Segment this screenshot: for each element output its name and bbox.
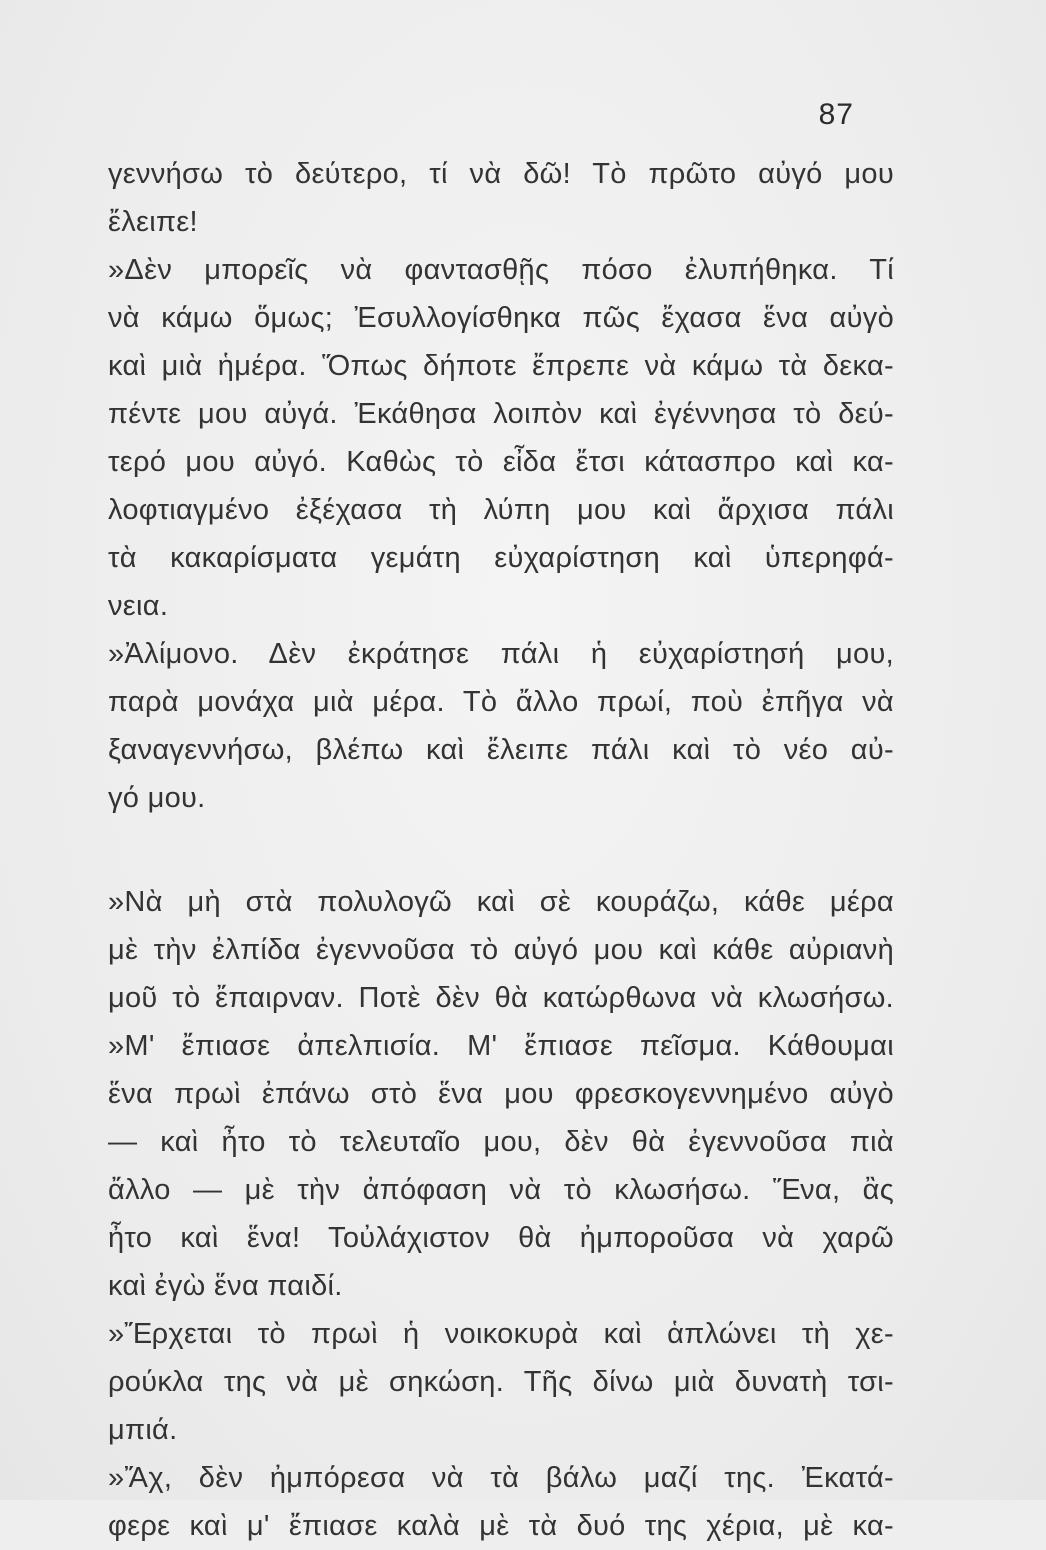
text-line: ἔλειπε! — [108, 206, 198, 238]
text-line: »Δὲν μπορεῖς νὰ φαντασθῇς πόσο ἐλυπήθηκα. Τί — [108, 254, 894, 286]
text-line: γό μου. — [108, 782, 206, 814]
text-line: — καὶ ἦτο τὸ τελευταῖο μου, δὲν θὰ ἐγεννοῦσα πιὰ — [108, 1126, 894, 1158]
text-line: »Νὰ μὴ στὰ πολυλογῶ καὶ σὲ κουράζω, κάθε μέρα — [108, 886, 894, 918]
text-body — [108, 150, 894, 1550]
page-number: 87 — [818, 98, 854, 131]
text-line: τὰ κακαρίσματα γεμάτη εὐχαρίστηση καὶ ὑπερηφά- — [108, 542, 894, 574]
text-line: ξαναγεννήσω, βλέπω καὶ ἔλειπε πάλι καὶ τὸ νέο αὐ- — [108, 734, 894, 766]
text-line: μοῦ τὸ ἔπαιρναν. Ποτὲ δὲν θὰ κατώρθωνα νὰ κλωσήσω. — [108, 982, 894, 1014]
text-line: νὰ κάμω ὅμως; Ἐσυλλογίσθηκα πῶς ἔχασα ἕνα αὐγὸ — [108, 302, 894, 334]
text-line: καὶ ἐγὼ ἕνα παιδί. — [108, 1270, 343, 1302]
text-line: ἕνα πρωὶ ἐπάνω στὸ ἕνα μου φρεσκογεννημένο αὐγὸ — [108, 1078, 894, 1110]
text-line: ἦτο καὶ ἕνα! Τοὐλάχιστον θὰ ἠμποροῦσα νὰ χαρῶ — [108, 1222, 894, 1254]
text-line: πέντε μου αὐγά. Ἐκάθησα λοιπὸν καὶ ἐγέννησα τὸ δεύ- — [108, 398, 894, 430]
text-line: τερό μου αὐγό. Καθὼς τὸ εἶδα ἔτσι κάτασπρο καὶ κα- — [108, 446, 894, 478]
text-line: παρὰ μονάχα μιὰ μέρα. Τὸ ἄλλο πρωί, ποὺ ἐπῆγα νὰ — [108, 686, 894, 718]
text-line: »Ἔρχεται τὸ πρωὶ ἡ νοικοκυρὰ καὶ ἁπλώνει τὴ χε- — [108, 1318, 894, 1350]
text-line: ρούκλα της νὰ μὲ σηκώση. Τῆς δίνω μιὰ δυνατὴ τσι- — [108, 1366, 894, 1398]
paragraph-gap — [108, 822, 894, 878]
text-line: νεια. — [108, 590, 169, 622]
text-line: φερε καὶ μ' ἔπιασε καλὰ μὲ τὰ δυό της χέρια, μὲ κα- — [108, 1510, 894, 1542]
text-line: »Ἀλίμονο. Δὲν ἐκράτησε πάλι ἡ εὐχαρίστησή μου, — [108, 638, 894, 670]
text-line: λοφτιαγμένο ἐξέχασα τὴ λύπη μου καὶ ἄρχισα πάλι — [108, 494, 894, 526]
text-line: »Ἄχ, δὲν ἠμπόρεσα νὰ τὰ βάλω μαζί της. Ἐκατά- — [108, 1462, 894, 1494]
text-line: ἄλλο — μὲ τὴν ἀπόφαση νὰ τὸ κλωσήσω. Ἕνα, ἂς — [108, 1174, 894, 1206]
text-line: μπιά. — [108, 1414, 178, 1446]
text-line: μὲ τὴν ἐλπίδα ἐγεννοῦσα τὸ αὐγό μου καὶ κάθε αὐριανὴ — [108, 934, 894, 966]
text-line: γεννήσω τὸ δεύτερο, τί νὰ δῶ! Τὸ πρῶτο αὐγό μου — [108, 158, 894, 190]
text-line: καὶ μιὰ ἡμέρα. Ὅπως δήποτε ἔπρεπε νὰ κάμω τὰ δεκα- — [108, 350, 894, 382]
text-line: »Μ' ἔπιασε ἀπελπισία. Μ' ἔπιασε πεῖσμα. Κάθουμαι — [108, 1030, 894, 1062]
